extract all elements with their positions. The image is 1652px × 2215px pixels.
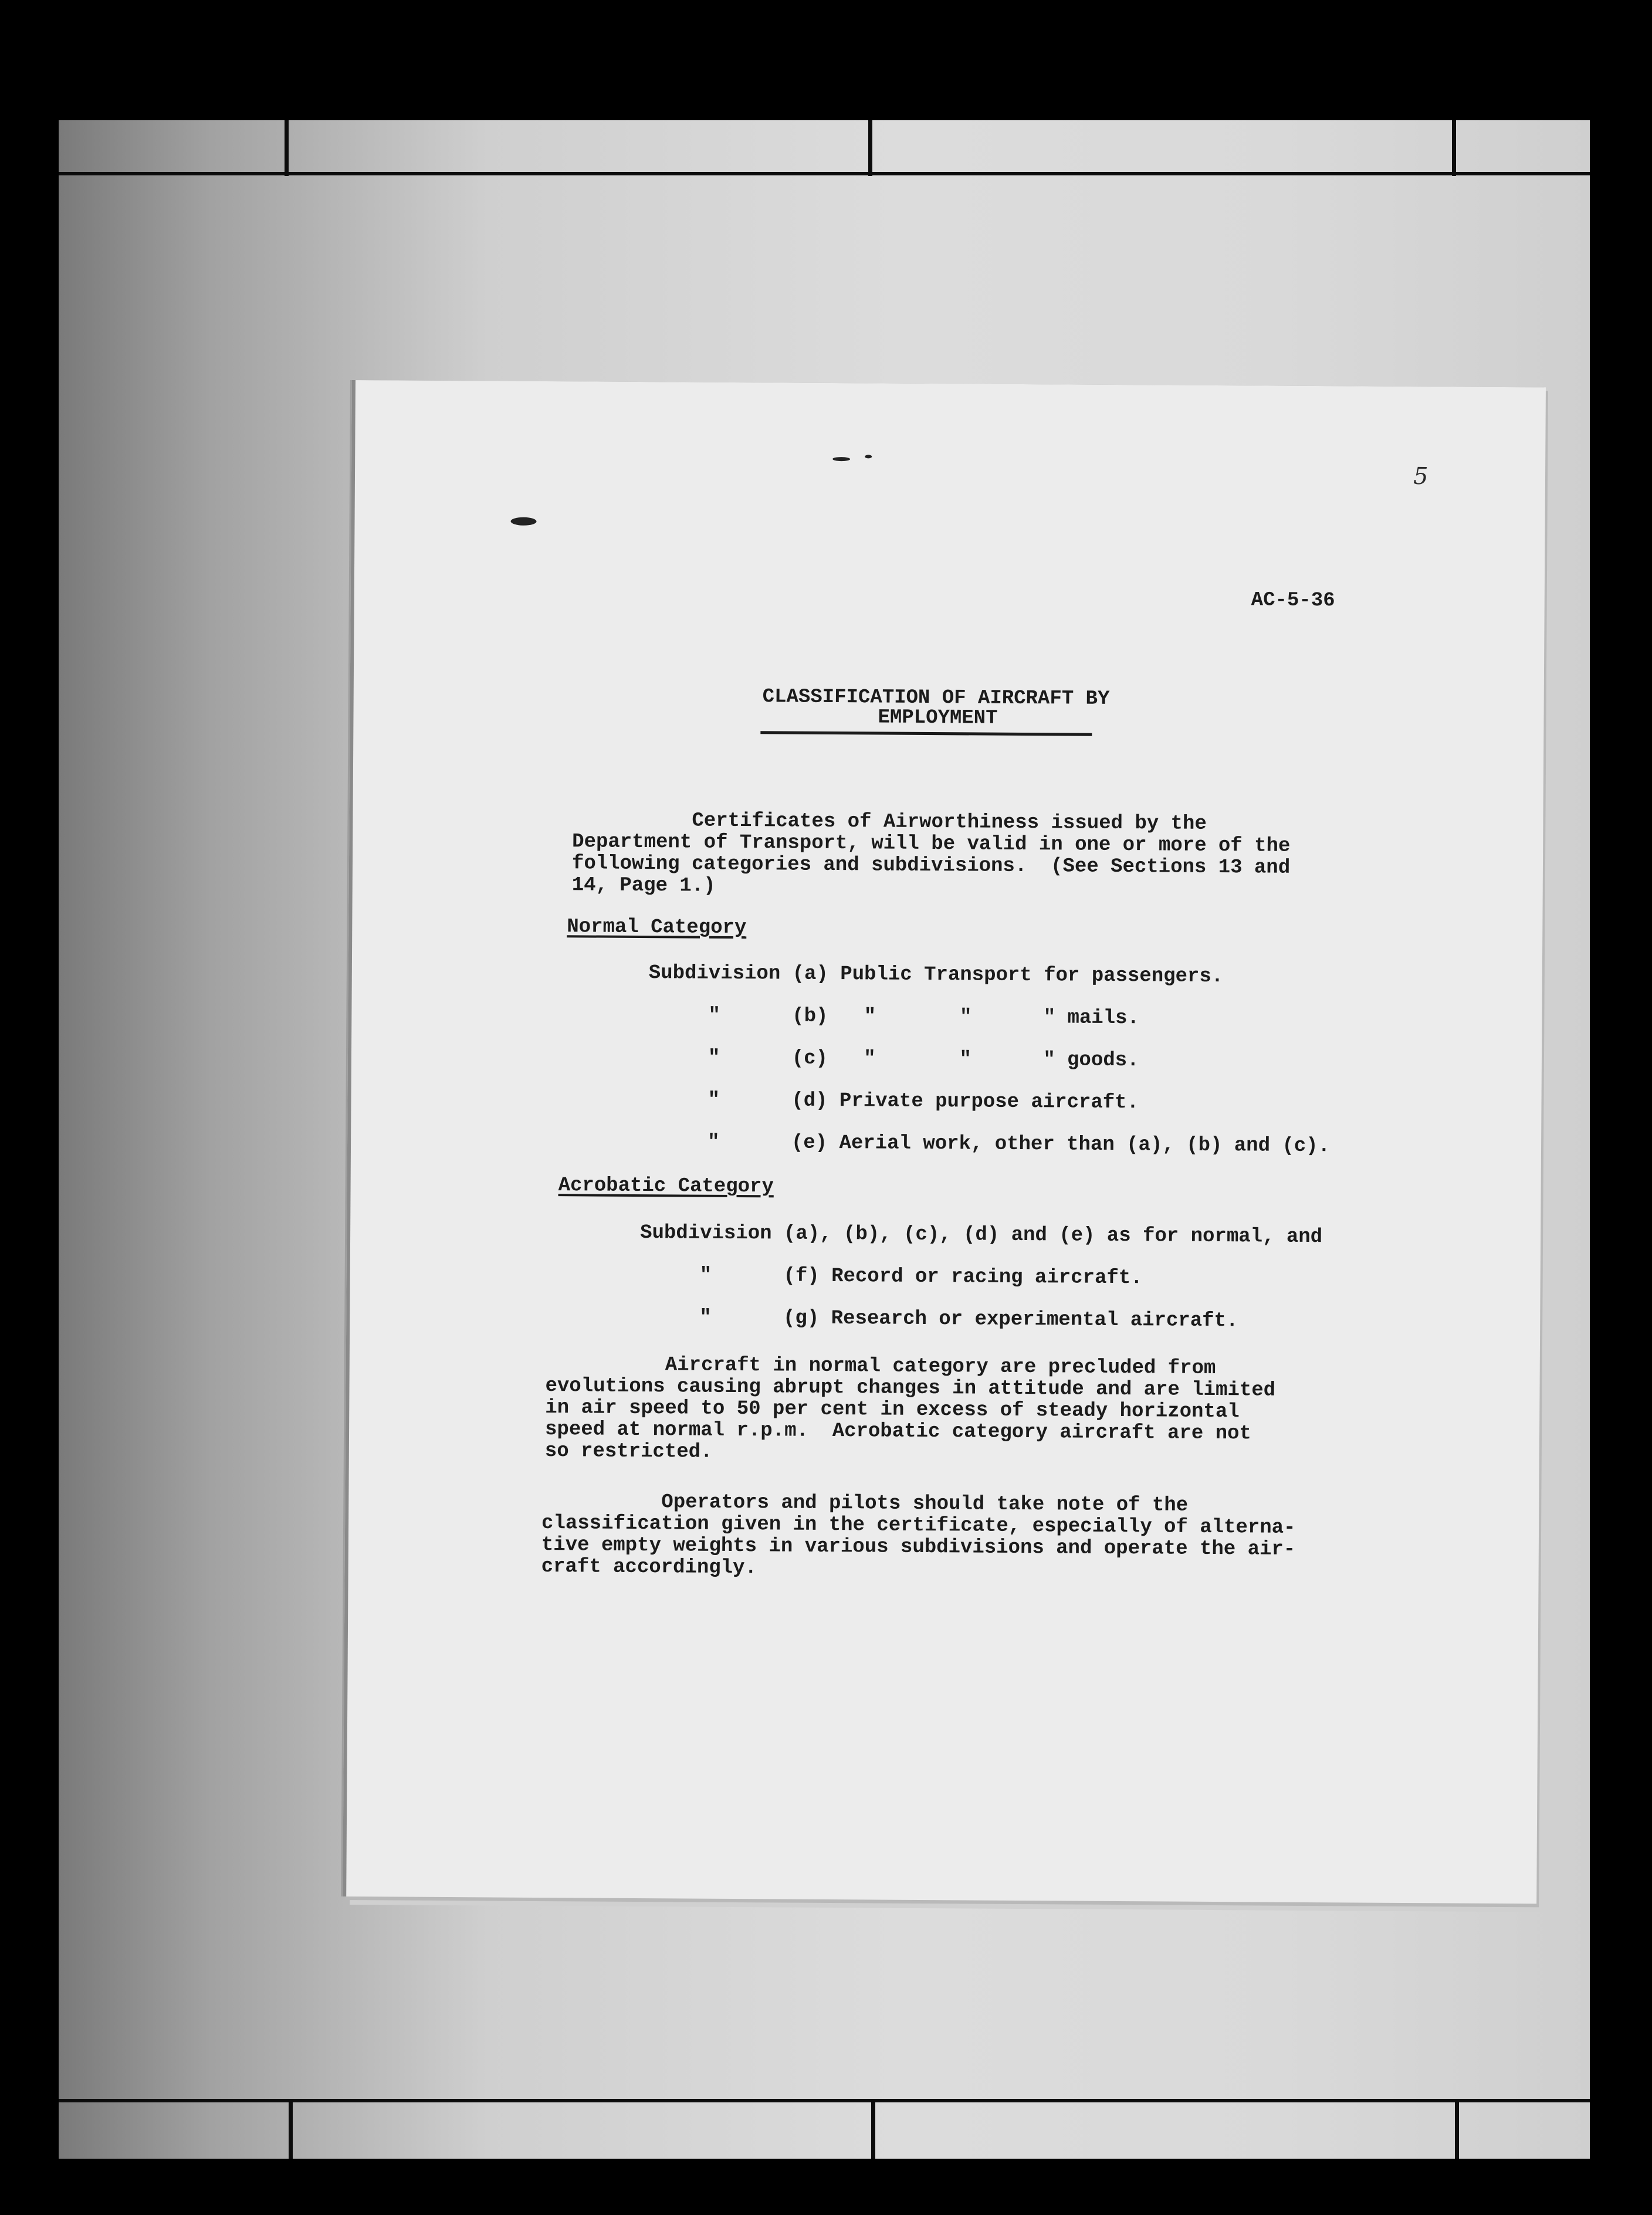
list-item: Subdivision (a), (b), (c), (d) and (e) as for normal, and (640, 1222, 1323, 1249)
staple-hole (510, 517, 536, 526)
paragraph-line: Operators and pilots should take note of the (541, 1491, 1189, 1517)
frame-bottom-tick-1 (289, 2102, 293, 2159)
list-item: " (b) " " " mails. (648, 1004, 1140, 1030)
paragraph-line: Aircraft in normal category are precluded from (545, 1353, 1216, 1380)
list-item: " (g) Research or experimental aircraft. (639, 1306, 1238, 1333)
frame-top-tick-3 (1452, 120, 1456, 176)
document-reference: AC-5-36 (1251, 589, 1335, 612)
paragraph-line: speed at normal r.p.m. Acrobatic category aircraft are not (544, 1418, 1251, 1445)
frame-bottom-tick-3 (1455, 2102, 1459, 2159)
list-item: Subdivision (a) Public Transport for passengers. (648, 962, 1224, 988)
list-item: " (e) Aerial work, other than (a), (b) and (c). (647, 1131, 1331, 1158)
intro-line: Department of Transport, will be valid in one or more of the (572, 831, 1291, 858)
speck (832, 457, 850, 461)
title-line-2: EMPLOYMENT (878, 706, 998, 730)
paragraph-line: evolutions causing abrupt changes in attitude and are limited (545, 1375, 1276, 1402)
document-sheet (343, 380, 1546, 1904)
paragraph-line: craft accordingly. (541, 1556, 757, 1580)
frame-top-tick-2 (868, 120, 872, 176)
intro-line: Certificates of Airworthiness issued by the (572, 809, 1207, 835)
intro-line: following categories and subdivisions. (See Sections 13 and (571, 852, 1291, 879)
paragraph-line: tive empty weights in various subdivisions and operate the air- (541, 1534, 1296, 1561)
title-underline (760, 731, 1092, 736)
page-number-handwritten: 5 (1413, 463, 1428, 490)
frame-bottom-tick-2 (871, 2102, 875, 2159)
intro-line: 14, Page 1.) (571, 874, 716, 897)
paragraph-line: in air speed to 50 per cent in excess of steady horizontal (545, 1397, 1240, 1424)
paragraph-line: classification given in the certificate, especially of alterna- (541, 1512, 1296, 1539)
list-item: " (c) " " " goods. (648, 1046, 1139, 1072)
list-item: " (d) Private purpose aircraft. (648, 1089, 1139, 1115)
speck (865, 455, 872, 458)
normal-category-heading: Normal Category (567, 916, 747, 940)
paragraph-line: so restricted. (544, 1440, 713, 1464)
frame-top-tick-1 (285, 120, 289, 176)
title-line-1: CLASSIFICATION OF AIRCRAFT BY (762, 686, 1110, 710)
list-item: " (f) Record or racing aircraft. (639, 1264, 1143, 1290)
acrobatic-category-heading: Acrobatic Category (558, 1174, 774, 1198)
